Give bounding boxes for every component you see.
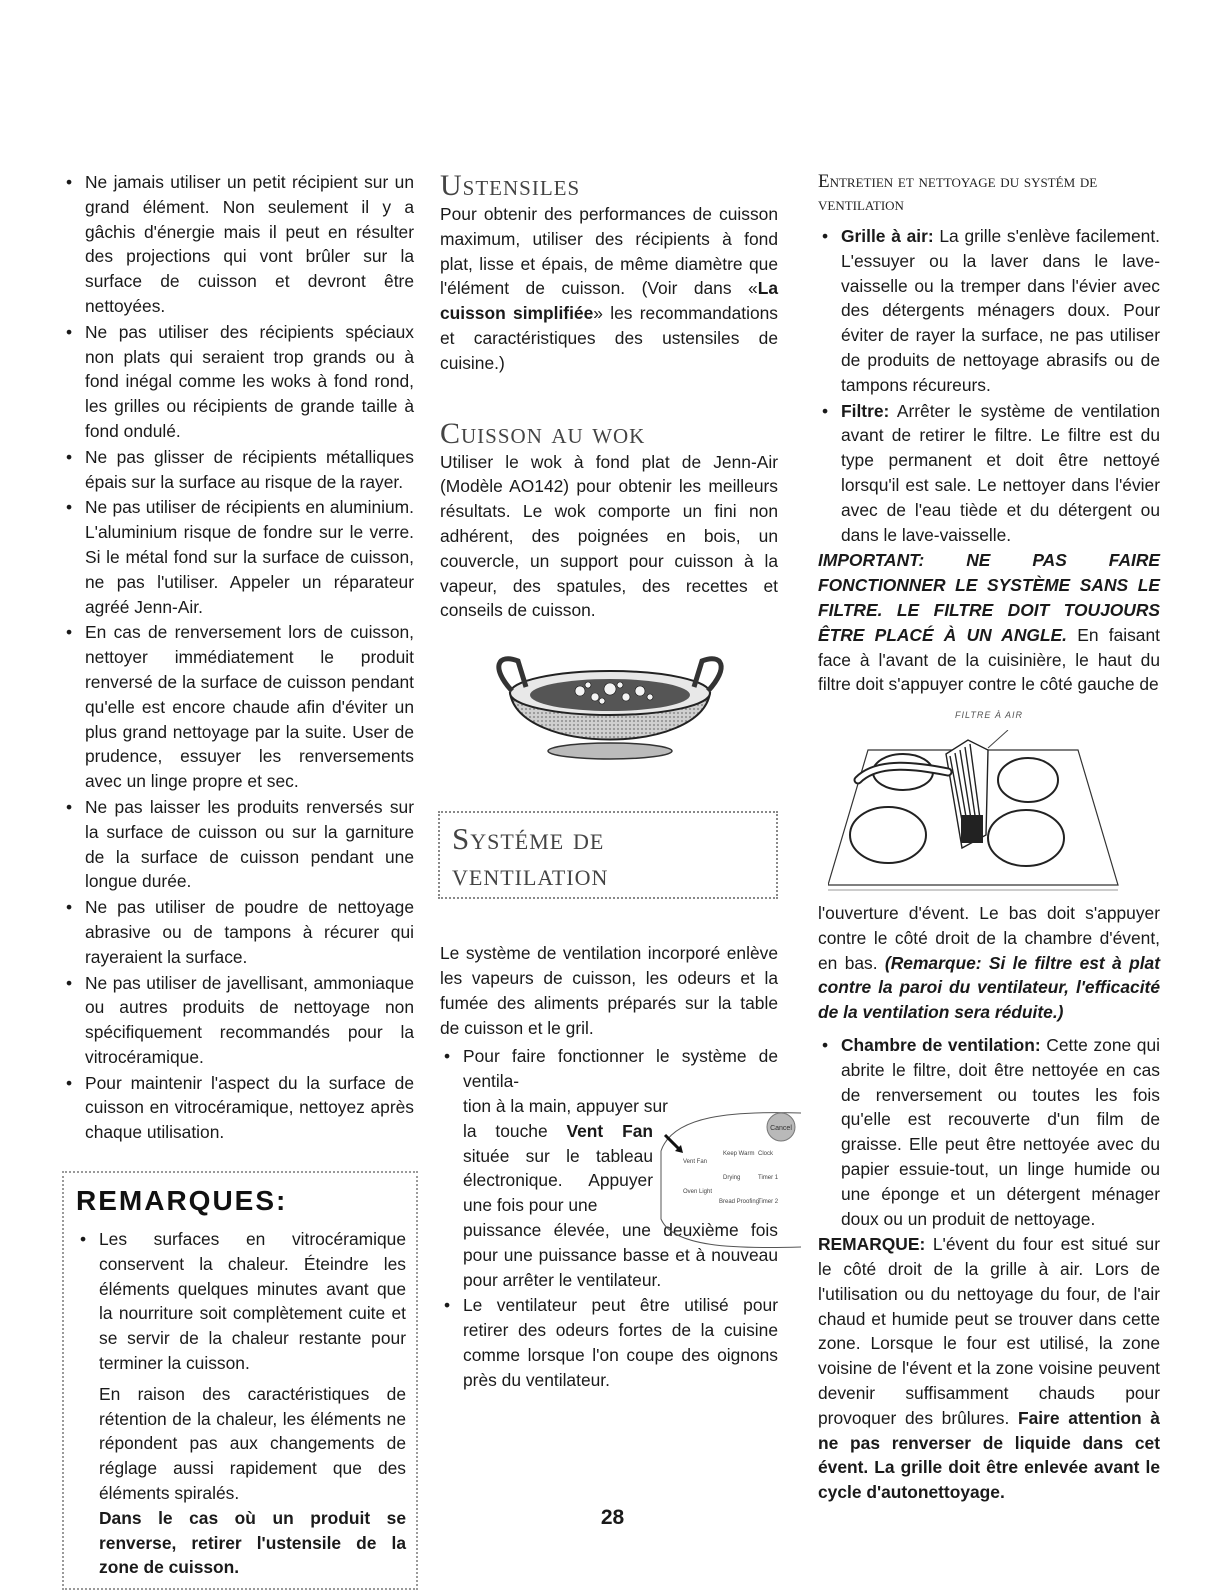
panel-oven-light-key: Oven Light bbox=[683, 1188, 713, 1195]
list-item-filtre bbox=[818, 399, 1160, 548]
important-paragraph bbox=[818, 548, 1160, 697]
section-title-ustensiles: Ustensiles bbox=[440, 169, 581, 202]
vent-text-a: la touche bbox=[463, 1120, 567, 1141]
chambre-text: Cette zone qui abrite le filtre, doit être nettoyée en cas de renversement ou toutes les fois qu'elle est recouverte d'un film de graisse. Elle peut être nettoyée avec du papier essuie-tout, un linge humide ou une éponge et un détergent ménager doux ou un produit de nettoyage. bbox=[841, 1034, 1161, 1229]
panel-timer2-key: Timer 2 bbox=[758, 1198, 779, 1205]
cooktop-tips-list bbox=[62, 170, 414, 1145]
list-item-grille bbox=[818, 224, 1160, 398]
ustensiles-paragraph bbox=[440, 202, 778, 376]
panel-bread-key: Bread Proofing bbox=[719, 1198, 760, 1205]
chambre-list bbox=[818, 1033, 1160, 1231]
ventilation-intro: Le système de ventilation incorporé enlève les vapeurs de cuisson, les odeurs et la fumée des aliments préparés sur la table de cuisson et le gril. bbox=[440, 943, 778, 1038]
important-text: En faisant face à l'avant de la cuisinière, le haut du filtre doit s'appuyer contre le côté gauche de bbox=[818, 624, 1160, 695]
vent-text-b: située sur le tableau électronique. Appuyer une fois pour une bbox=[463, 1145, 653, 1216]
list-item: • Ne jamais utiliser un petit récipient sur un grand élément. Non seulement il y a gâchis d'énergie mais il peut en résulter des projections qui vont brûler sur la surface de cuisson et devront être nettoyées. bbox=[62, 170, 414, 319]
list-item-chambre bbox=[818, 1033, 1160, 1231]
vent-fan-key-label: Vent Fan bbox=[566, 1120, 653, 1141]
ustensiles-text-a: Pour obtenir des performances de cuisson maximum, utiliser des récipients à fond plat, lisse et épais, de même diamètre que l'élément de cuisson. (Voir dans « bbox=[440, 204, 778, 299]
filtre-text: Arrêter le système de ventilation avant de retirer le filtre. Le filtre est du type permanent et doit être nettoyé lorsqu'il est sale. Le nettoyer dans l'évier avec de l'eau tiède et du détergent ou dans le lave-vaisselle. bbox=[841, 400, 1160, 545]
ventilation-list bbox=[440, 1044, 792, 1392]
cross-reference-link: La cuisson simplifiée bbox=[440, 278, 778, 324]
list-item-odors: • Le ventilateur peut être utilisé pour retirer des odeurs fortes de la cuisine comme lorsque l'on coupe des oignons près du ventilateur. bbox=[440, 1293, 778, 1392]
panel-cancel-key: Cancel bbox=[770, 1124, 792, 1132]
list-item: • Ne pas utiliser de javellisant, ammoniaque ou autres produits de nettoyage non spécifiquement recommandés pour la vitrocéramique. bbox=[62, 971, 414, 1070]
column-left bbox=[62, 170, 414, 1590]
remarques-bullet: • Les surfaces en vitrocéramique conservent la chaleur. Éteindre les éléments quelques minutes avant que la nourriture soit complètement cuite et se servir de la chaleur restante pour terminer la cuisson. bbox=[76, 1227, 406, 1376]
important-warning: IMPORTANT: NE PAS FAIRE FONCTIONNER LE SYSTÈME SANS LE FILTRE. LE FILTRE DOIT TOUJOURS ÊTRE PLACÉ À UN ANGLE. bbox=[818, 550, 1160, 645]
figure-caption: FILTRE À AIR bbox=[954, 710, 1023, 721]
column-middle bbox=[440, 169, 792, 1394]
list-item: • Ne pas utiliser des récipients spéciaux non plats qui seraient trop grands ou à fond inégal comme les woks à fond rond, les grilles ou récipients de grande taille à fond ondulé. bbox=[62, 320, 414, 444]
list-item: • Pour maintenir l'aspect du la surface de cuisson en vitrocéramique, nettoyez après chaque utilisation. bbox=[62, 1071, 414, 1145]
panel-keep-warm-key: Keep Warm bbox=[723, 1150, 755, 1157]
control-panel-illustration bbox=[653, 1111, 803, 1251]
list-item-vent-fan bbox=[440, 1044, 792, 1292]
wok-paragraph: Utiliser le wok à fond plat de Jenn-Air (Modèle AO142) pour obtenir les meilleurs résultats. Le wok comporte un fini non adhérent, des poignées en bois, un couvercle, un support pour cuisson à la vapeur, des spatules, des recettes et conseils de cuisson. bbox=[440, 451, 778, 621]
section-banner-ventilation: Systéme de ventilation bbox=[438, 811, 778, 899]
list-item: • Ne pas glisser de récipients métalliques épais sur la surface au risque de la rayer. bbox=[62, 445, 414, 495]
grille-label: Grille à air: bbox=[841, 226, 934, 246]
panel-drying-key: Drying bbox=[723, 1174, 741, 1181]
vent-line-1: • Pour faire fonctionner le système de ventila- bbox=[463, 1046, 778, 1092]
section-title-wok: Cuisson au wok bbox=[440, 416, 646, 450]
list-item: • En cas de renversement lors de cuisson, nettoyer immédiatement le produit renversé de la surface de cuisson pendant qu'elle est encore chaude afin d'éviter un plus grand nettoyage par la suite. User de prudence, essuyer les renversements avec un linge propre et sec. bbox=[62, 620, 414, 794]
list-item: • Ne pas utiliser de poudre de nettoyage abrasive ou de tampons à récurer qui rayeraient la surface. bbox=[62, 895, 414, 969]
vent-rest-text: puissance élevée, une deuxième fois pour une puissance basse et à nouveau pour arrêter le ventilateur. bbox=[463, 1219, 778, 1290]
remarque-paragraph bbox=[818, 1232, 1160, 1505]
ustensiles-text-b: » les recommandations et caractéristiques des ustensiles de cuisine.) bbox=[440, 303, 778, 373]
panel-vent-key: Vent Fan bbox=[683, 1158, 708, 1165]
remarques-bold-note: Dans le cas où un produit se renverse, retirer l'ustensile de la zone de cuisson. bbox=[99, 1507, 406, 1578]
filter-flat-warning: (Remarque: Si le filtre est à plat contre la paroi du ventilateur, l'efficacité de la ventilation sera réduite.) bbox=[818, 952, 1160, 1023]
panel-clock-key: Clock bbox=[758, 1150, 774, 1157]
page-number: 28 bbox=[600, 1506, 625, 1529]
after-figure-text: l'ouverture d'évent. Le bas doit s'appuyer contre le côté droit de la chambre d'évent, en bas. bbox=[818, 902, 1160, 973]
remarques-paragraph: En raison des caractéristiques de rétention de la chaleur, les éléments ne répondent pas aux changements de réglage aussi rapidement que des éléments spiralés. bbox=[99, 1383, 406, 1504]
vent-narrow-text bbox=[463, 1119, 653, 1218]
remarques-title: REMARQUES: bbox=[76, 1185, 288, 1217]
column-right bbox=[818, 170, 1160, 1505]
list-item: • Ne pas laisser les produits renversés sur la surface de cuisson ou sur la garniture de la surface de cuisson pendant une longue durée. bbox=[62, 795, 414, 894]
remarque-text: L'évent du four est situé sur le côté droit de la grille à air. Lors de l'utilisation ou du nettoyage du four, de l'air chaud et humide peut se trouver dans cette zone. Lorsque le four est utilisé, la zone voisine de l'évent et la zone voisine peuvent devenir suffisamment chauds pour provoquer des brûlures. bbox=[818, 1234, 1160, 1428]
maintenance-list bbox=[818, 224, 1160, 547]
grille-text: La grille s'enlève facilement. L'essuyer ou la laver dans le lave-vaisselle ou la tremper dans l'évier avec des détergents ménagers doux. Pour éviter de rayer la surface, ne pas utiliser de produits de nettoyage abrasifs ou de tampons récureurs. bbox=[841, 226, 1160, 395]
remarque-label: REMARQUE: bbox=[818, 1234, 926, 1255]
list-item: • Ne pas utiliser de récipients en aluminium. L'aluminium risque de fondre sur le verre. Si le métal fond sur la surface de cuisson, ne pas l'utiliser. Appeler un réparateur agréé Jenn-Air. bbox=[62, 495, 414, 619]
maintenance-heading: Entretien et nettoyage du systém de ventilation bbox=[818, 171, 1098, 215]
remarques-list bbox=[76, 1227, 406, 1376]
panel-timer1-key: Timer 1 bbox=[758, 1174, 779, 1181]
chambre-label: Chambre de ventilation: bbox=[841, 1034, 1041, 1055]
after-figure-paragraph bbox=[818, 901, 1160, 1025]
wok-illustration bbox=[480, 647, 740, 777]
filtre-label: Filtre: bbox=[841, 400, 890, 421]
air-filter-illustration bbox=[828, 730, 1128, 895]
vent-line-2: tion à la main, appuyer sur bbox=[463, 1095, 668, 1116]
remarque-bold-warning: Faire attention à ne pas renverser de liquide dans cet évent. La grille doit être enlevée avant le cycle d'autonettoyage. bbox=[818, 1407, 1160, 1503]
